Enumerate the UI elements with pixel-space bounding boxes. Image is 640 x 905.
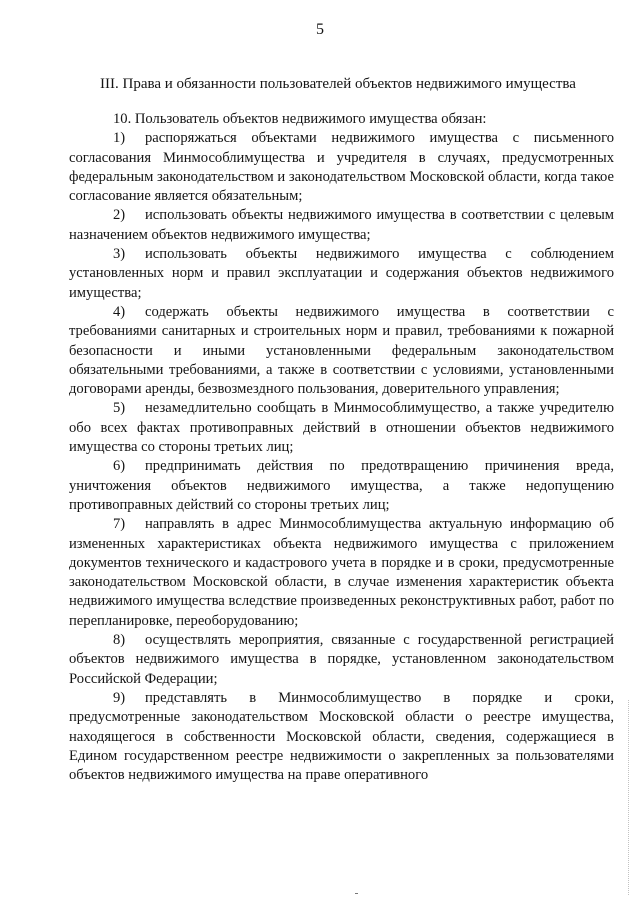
item-number: 4) [113,303,126,320]
item-number: 2) [113,207,126,224]
list-item [69,129,614,206]
item-text: предпринимать действия по предотвращению причинения вреда, уничтожения объектов недвижимого имущества, а также недопущению противоправных действий со стороны третьих лиц; [69,458,614,513]
item-number: 5) [113,400,126,417]
item-text: представлять в Минмособлимущество в порядке и сроки, предусмотренные законодательством Московской области о реестре имущества, находящегося в собственности Московской области, сведения, содержащиеся в Едином государственном реестре недвижимости о закрепленных за пользователями объектов недвижимого имущества на праве оперативного [69,689,614,784]
list-item [69,399,614,457]
list-item [69,515,614,631]
clause-intro: 10. Пользователь объектов недвижимого имущества обязан: [113,111,487,127]
section-title: III. Права и обязанности пользователей объектов недвижимого имущества [100,76,576,92]
item-number: 1) [113,130,126,147]
item-text: направлять в адрес Минмособлимущества актуальную информацию об измененных характеристиках объекта недвижимого имущества с приложением документов технического и кадастрового учета в порядке и в сроки, предусмотренные законодательством Московской области, в случае изменения характеристик объекта недвижимого имущества вследствие произведенных реконструктивных работ, работ по перепланировке, переоборудованию; [69,516,614,629]
item-text: распоряжаться объектами недвижимого имущества с письменного согласования Минмособлимущества и учредителя в случаях, предусмотренных федеральным законодательством и законодательством Московской области, когда такое согласование является обязательным; [69,130,614,205]
list-item [69,689,614,785]
list-item [69,206,614,245]
list-item [69,245,614,303]
scan-dot [355,893,358,894]
item-text: незамедлительно сообщать в Минмособлимущество, а также учредителю обо всех фактах противоправных действий в отношении объектов недвижимого имущества со стороны третьих лиц; [69,400,614,456]
page-number: 5 [316,21,324,38]
item-text: использовать объекты недвижимого имущества с соблюдением установленных норм и правил эксплуатации и содержания объектов недвижимого имущества; [69,246,614,301]
item-text: осуществлять мероприятия, связанные с государственной регистрацией объектов недвижимого имущества в порядке, установленном законодательством Российской Федерации; [69,632,614,687]
list-item [69,457,614,515]
list-item [69,303,614,399]
scan-edge-mark [628,700,637,895]
item-number: 6) [113,458,126,475]
item-number: 8) [113,632,126,649]
clause-body [69,110,614,785]
item-text: использовать объекты недвижимого имущества в соответствии с целевым назначением объектов недвижимого имущества; [69,207,614,243]
item-text: содержать объекты недвижимого имущества в соответствии с требованиями санитарных и строительных норм и правил, требованиями к пожарной безопасности и иными установленными федеральным законодательством обязательными требованиями, а также в соответствии с условиями, установленными договорами аренды, безвозмездного пользования, доверительного управления; [69,303,614,398]
list-item [69,631,614,689]
item-number: 9) [113,689,126,706]
item-number: 3) [113,246,126,263]
item-number: 7) [113,516,126,533]
